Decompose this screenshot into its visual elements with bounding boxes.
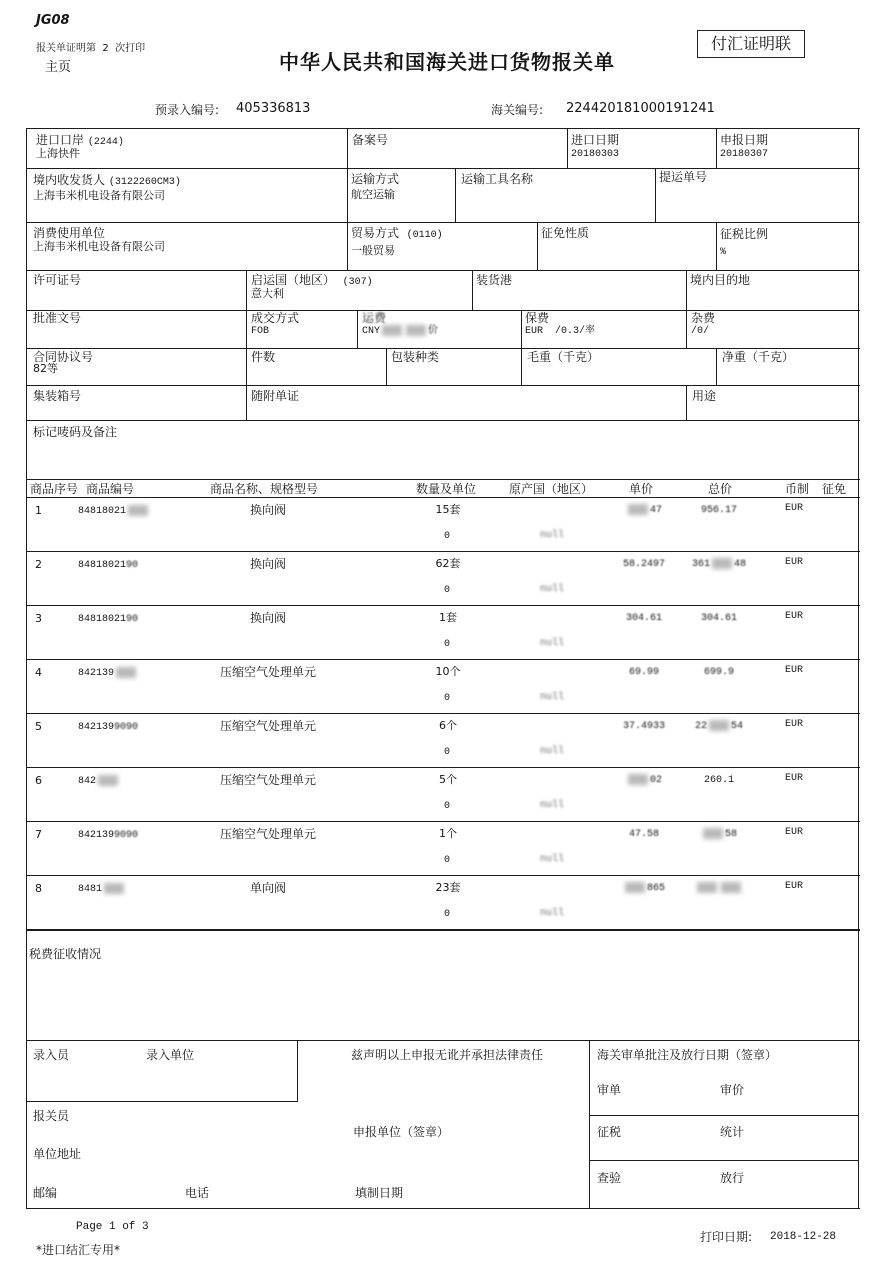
item-seq: 4 — [35, 666, 42, 679]
value-fragment: 02 — [649, 775, 662, 787]
redaction-smudge — [625, 882, 645, 893]
transport-mode-value: 航空运输 — [351, 188, 395, 201]
consignee-label-text: 境内收发货人 — [33, 173, 106, 187]
item-row — [0, 713, 893, 767]
contract-no-value: 82等 — [33, 362, 58, 375]
consignee-code: (3122260CM3) — [108, 177, 181, 188]
item-row — [0, 497, 893, 551]
item-hs-code — [78, 883, 126, 897]
redaction-smudge — [116, 667, 136, 678]
customs-approval-label: 海关审单批注及放行日期（签章） — [597, 1048, 778, 1062]
entry-unit-label: 录入单位 — [146, 1048, 195, 1062]
item-hs-code — [78, 559, 138, 573]
item-name: 换向阀 — [249, 557, 286, 571]
consumer-unit-label: 消费使用单位 — [33, 226, 106, 240]
customs-number: 224420181000191241 — [566, 101, 715, 116]
item-origin: null — [539, 746, 564, 757]
item-name: 压缩空气处理单元 — [219, 773, 316, 787]
insurance-value: EUR /0.3/率 — [525, 326, 596, 337]
item-currency: EUR — [785, 881, 804, 892]
declare-date-label: 申报日期 — [720, 133, 769, 147]
item-hs-code — [78, 667, 138, 681]
redaction-smudge — [712, 558, 732, 569]
item-name: 压缩空气处理单元 — [219, 665, 316, 679]
item-currency: EUR — [785, 827, 804, 838]
postcode-label: 邮编 — [33, 1186, 58, 1200]
cell-divider — [716, 348, 717, 385]
record-no-label: 备案号 — [352, 133, 389, 147]
value-fragment: 84818021 — [78, 614, 127, 625]
item-row — [0, 605, 893, 659]
items-header-levy: 征免 — [822, 482, 847, 496]
customs-number-label: 海关编号: — [491, 103, 544, 117]
marks-label: 标记唛码及备注 — [33, 425, 118, 439]
page-title: 中华人民共和国海关进口货物报关单 — [279, 50, 615, 74]
declaration-statement: 兹声明以上申报无讹并承担法律责任 — [351, 1048, 544, 1062]
transaction-mode-label: 成交方式 — [251, 311, 300, 325]
value-fragment: 842139 — [78, 722, 115, 733]
items-header-origin: 原产国（地区） — [509, 482, 594, 496]
item-name: 换向阀 — [249, 611, 286, 625]
item-currency: EUR — [785, 719, 804, 730]
tax-collection-label: 税费征收情况 — [29, 947, 102, 961]
items-header-name: 商品名称、规格型号 — [210, 482, 319, 496]
value-fragment: 9090 — [114, 830, 139, 841]
destination-label: 境内目的地 — [690, 273, 751, 287]
item-name: 换向阀 — [249, 503, 286, 517]
item-quantity: 1套 — [439, 611, 457, 624]
value-fragment: CNY — [362, 326, 381, 338]
item-quantity: 1个 — [439, 827, 457, 840]
value-fragment: 84818021 — [78, 506, 127, 518]
trade-mode-code: (0110) — [406, 230, 443, 241]
item-quantity-secondary: 0 — [443, 693, 450, 704]
unit-address-label: 单位地址 — [33, 1147, 82, 1161]
print-date-label: 打印日期: — [700, 1230, 753, 1244]
trade-mode-label — [351, 226, 443, 243]
value-fragment: 90 — [126, 614, 139, 625]
freight-label: 运费 — [362, 311, 387, 325]
item-unit-price — [597, 504, 691, 518]
form-code: JG08 — [36, 13, 70, 28]
table-rule — [26, 1208, 860, 1209]
item-name: 压缩空气处理单元 — [219, 827, 316, 841]
table-rule — [26, 385, 860, 386]
insurance-label: 保费 — [525, 311, 550, 325]
items-header-code: 商品编号 — [86, 482, 135, 496]
cell-divider — [589, 1040, 590, 1208]
item-hs-code — [78, 505, 150, 519]
cell-divider — [357, 310, 358, 348]
item-currency: EUR — [785, 773, 804, 784]
cell-divider — [347, 128, 348, 270]
item-quantity: 5个 — [439, 773, 457, 786]
item-currency: EUR — [785, 611, 804, 622]
redaction-smudge — [709, 720, 729, 731]
value-fragment: 699.9 — [703, 667, 734, 678]
value-fragment: 价 — [428, 326, 439, 338]
transaction-mode-value: FOB — [251, 326, 270, 337]
import-port-label-text: 进口口岸 — [36, 133, 85, 147]
item-seq: 2 — [35, 558, 42, 571]
item-quantity-secondary: 0 — [443, 747, 450, 758]
review-label: 审单 — [597, 1083, 622, 1097]
cell-divider — [26, 1101, 298, 1102]
pre-entry-label: 预录入编号: — [155, 103, 220, 117]
table-rule — [26, 420, 860, 421]
package-type-label: 包装种类 — [391, 350, 440, 364]
item-name: 压缩空气处理单元 — [219, 719, 316, 733]
cell-divider — [537, 222, 538, 270]
redaction-smudge — [382, 325, 402, 336]
item-row — [0, 659, 893, 713]
statistics-label: 统计 — [720, 1125, 745, 1139]
item-row — [0, 821, 893, 875]
value-fragment: 9090 — [114, 722, 139, 733]
gross-weight-label: 毛重（千克） — [527, 350, 600, 364]
cell-divider — [716, 222, 717, 270]
page-indicator: Page 1 of 3 — [76, 1221, 149, 1233]
item-seq: 3 — [35, 612, 42, 625]
value-fragment: 58 — [724, 829, 737, 841]
item-seq: 6 — [35, 774, 42, 787]
cell-divider — [521, 310, 522, 385]
cell-divider — [246, 270, 247, 420]
item-unit-price — [597, 828, 691, 842]
approval-no-label: 批准文号 — [33, 311, 82, 325]
cell-divider — [472, 270, 473, 310]
item-origin: null — [539, 638, 564, 649]
cell-divider — [589, 1115, 859, 1116]
item-quantity-secondary: 0 — [443, 531, 450, 542]
items-header-qty: 数量及单位 — [416, 482, 477, 496]
home-link[interactable]: 主页 — [45, 60, 72, 75]
items-header-currency: 币制 — [785, 482, 810, 496]
value-fragment: 84818021 — [78, 560, 127, 571]
declare-date-value: 20180307 — [720, 149, 769, 160]
item-total-price — [679, 504, 759, 518]
value-fragment: 956.17 — [700, 505, 737, 516]
cell-divider — [716, 128, 717, 168]
item-unit-price — [597, 774, 691, 788]
redaction-smudge — [628, 774, 648, 785]
cell-divider — [297, 1040, 298, 1101]
vessel-name-label: 运输工具名称 — [461, 172, 534, 186]
origin-country-value: 意大利 — [251, 287, 284, 300]
value-fragment: 842 — [78, 776, 97, 788]
item-row — [0, 875, 893, 929]
item-currency: EUR — [785, 503, 804, 514]
cell-divider — [686, 385, 687, 420]
item-origin: null — [539, 584, 564, 595]
item-quantity: 62套 — [435, 557, 461, 570]
redaction-smudge — [128, 505, 148, 516]
item-seq: 1 — [35, 504, 42, 517]
consignee-label — [33, 173, 181, 190]
item-total-price — [679, 612, 759, 626]
usage-label: 用途 — [692, 389, 717, 403]
cell-divider — [655, 168, 656, 222]
license-no-label: 许可证号 — [33, 273, 82, 287]
item-origin: null — [539, 692, 564, 703]
net-weight-label: 净重（千克） — [722, 350, 795, 364]
cell-divider — [589, 1160, 859, 1161]
item-currency: EUR — [785, 665, 804, 676]
taxation-label: 征税 — [597, 1125, 622, 1139]
redaction-smudge — [104, 883, 124, 894]
inspection-label: 查验 — [597, 1171, 622, 1185]
redaction-smudge — [628, 504, 648, 515]
trade-mode-value: 一般贸易 — [351, 244, 395, 257]
redaction-smudge — [721, 882, 741, 893]
item-quantity-secondary: 0 — [443, 639, 450, 650]
item-total-price — [679, 774, 759, 788]
items-header-seq: 商品序号 — [30, 482, 79, 496]
origin-country-label-text: 启运国（地区） — [251, 273, 336, 287]
value-fragment: 865 — [646, 883, 665, 895]
value-fragment: 90 — [126, 560, 139, 571]
item-origin: null — [539, 908, 564, 919]
item-unit-price — [597, 558, 691, 572]
consignee-value: 上海韦米机电设备有限公司 — [33, 189, 165, 202]
items-header-total: 总价 — [708, 482, 733, 496]
item-hs-code — [78, 721, 138, 735]
value-fragment: 304.61 — [700, 613, 737, 624]
redaction-smudge — [98, 775, 118, 786]
item-quantity: 15套 — [435, 503, 461, 516]
item-seq: 7 — [35, 828, 42, 841]
cell-divider — [386, 348, 387, 385]
misc-fee-value: /0/ — [691, 326, 710, 337]
attached-docs-label: 随附单证 — [251, 389, 300, 403]
cell-divider — [455, 168, 456, 222]
value-fragment: 37.4933 — [622, 721, 665, 732]
consumer-unit-value: 上海韦米机电设备有限公司 — [33, 240, 165, 253]
item-unit-price — [597, 666, 691, 680]
value-fragment: 47 — [649, 505, 662, 517]
levy-nature-label: 征免性质 — [541, 226, 590, 240]
fill-date-label: 填制日期 — [355, 1186, 404, 1200]
redaction-smudge — [703, 828, 723, 839]
item-origin: null — [539, 530, 564, 541]
print-count-text: 报关单证明第 2 次打印 — [36, 43, 146, 54]
value-fragment: 48 — [734, 559, 747, 571]
table-rule — [26, 348, 860, 349]
item-total-price — [679, 558, 759, 572]
item-row — [0, 767, 893, 821]
print-date-value: 2018-12-28 — [770, 1231, 837, 1243]
value-fragment: 58.2497 — [622, 559, 665, 570]
declarant-label: 报关员 — [33, 1109, 70, 1123]
value-fragment: 54 — [731, 721, 744, 733]
item-origin: null — [539, 800, 564, 811]
container-no-label: 集装箱号 — [33, 389, 82, 403]
items-header-unit-price: 单价 — [629, 482, 654, 496]
levy-ratio-value: % — [720, 247, 727, 258]
redaction-smudge — [697, 882, 717, 893]
import-date-label: 进口日期 — [571, 133, 620, 147]
contract-no-label: 合同协议号 — [33, 350, 94, 364]
freight-value — [362, 325, 438, 339]
item-total-price — [679, 666, 759, 680]
origin-country-code: (307) — [342, 277, 373, 288]
levy-ratio-label: 征税比例 — [720, 227, 769, 241]
copy-type-badge: 付汇证明联 — [697, 30, 805, 58]
item-hs-code — [78, 775, 120, 789]
item-origin: null — [539, 854, 564, 865]
value-fragment: 8481 — [78, 884, 103, 896]
item-hs-code — [78, 829, 138, 843]
item-total-price — [679, 882, 759, 896]
phone-label: 电话 — [185, 1186, 210, 1200]
bill-of-lading-label: 提运单号 — [659, 170, 708, 184]
item-unit-price — [597, 882, 691, 896]
import-date-value: 20180303 — [571, 149, 620, 160]
items-end-rule — [26, 929, 860, 931]
item-quantity-secondary: 0 — [443, 801, 450, 812]
item-total-price — [679, 828, 759, 842]
value-fragment: 842139 — [78, 668, 115, 680]
table-rule — [26, 168, 860, 169]
table-rule — [26, 128, 860, 129]
misc-fee-label: 杂费 — [691, 311, 716, 325]
price-review-label: 审价 — [720, 1083, 745, 1097]
value-fragment: 47.58 — [628, 829, 659, 840]
value-fragment: 22 — [694, 721, 707, 733]
value-fragment: 361 — [691, 559, 710, 571]
item-quantity-secondary: 0 — [443, 585, 450, 596]
value-fragment: 260.1 — [703, 775, 734, 786]
item-quantity-secondary: 0 — [443, 855, 450, 866]
import-port-code: (2244) — [87, 137, 124, 148]
item-currency: EUR — [785, 557, 804, 568]
release-label: 放行 — [720, 1171, 745, 1185]
item-quantity: 6个 — [439, 719, 457, 732]
special-use-note: *进口结汇专用* — [36, 1243, 121, 1257]
entry-clerk-label: 录入员 — [33, 1048, 70, 1062]
cell-divider — [686, 270, 687, 348]
item-quantity-secondary: 0 — [443, 909, 450, 920]
item-seq: 5 — [35, 720, 42, 733]
pre-entry-number: 405336813 — [236, 101, 311, 116]
table-rule — [26, 310, 860, 311]
item-unit-price — [597, 612, 691, 626]
item-name: 单向阀 — [249, 881, 286, 895]
import-port-value: 上海快件 — [36, 147, 80, 160]
item-row — [0, 551, 893, 605]
item-seq: 8 — [35, 882, 42, 895]
table-rule — [26, 222, 860, 223]
value-fragment: 304.61 — [625, 613, 662, 624]
redaction-smudge — [406, 325, 426, 336]
item-quantity: 23套 — [435, 881, 461, 894]
table-rule — [26, 1040, 860, 1041]
item-hs-code — [78, 613, 138, 627]
packages-label: 件数 — [251, 350, 276, 364]
value-fragment: 69.99 — [628, 667, 659, 678]
transport-mode-label: 运输方式 — [351, 172, 400, 186]
declaring-unit-label: 申报单位（签章） — [353, 1125, 450, 1139]
table-rule — [26, 270, 860, 271]
item-quantity: 10个 — [435, 665, 461, 678]
cell-divider — [567, 128, 568, 168]
item-unit-price — [597, 720, 691, 734]
loading-port-label: 装货港 — [476, 273, 513, 287]
table-rule — [26, 479, 860, 480]
trade-mode-label-text: 贸易方式 — [351, 226, 400, 240]
value-fragment: 842139 — [78, 830, 115, 841]
item-total-price — [679, 720, 759, 734]
